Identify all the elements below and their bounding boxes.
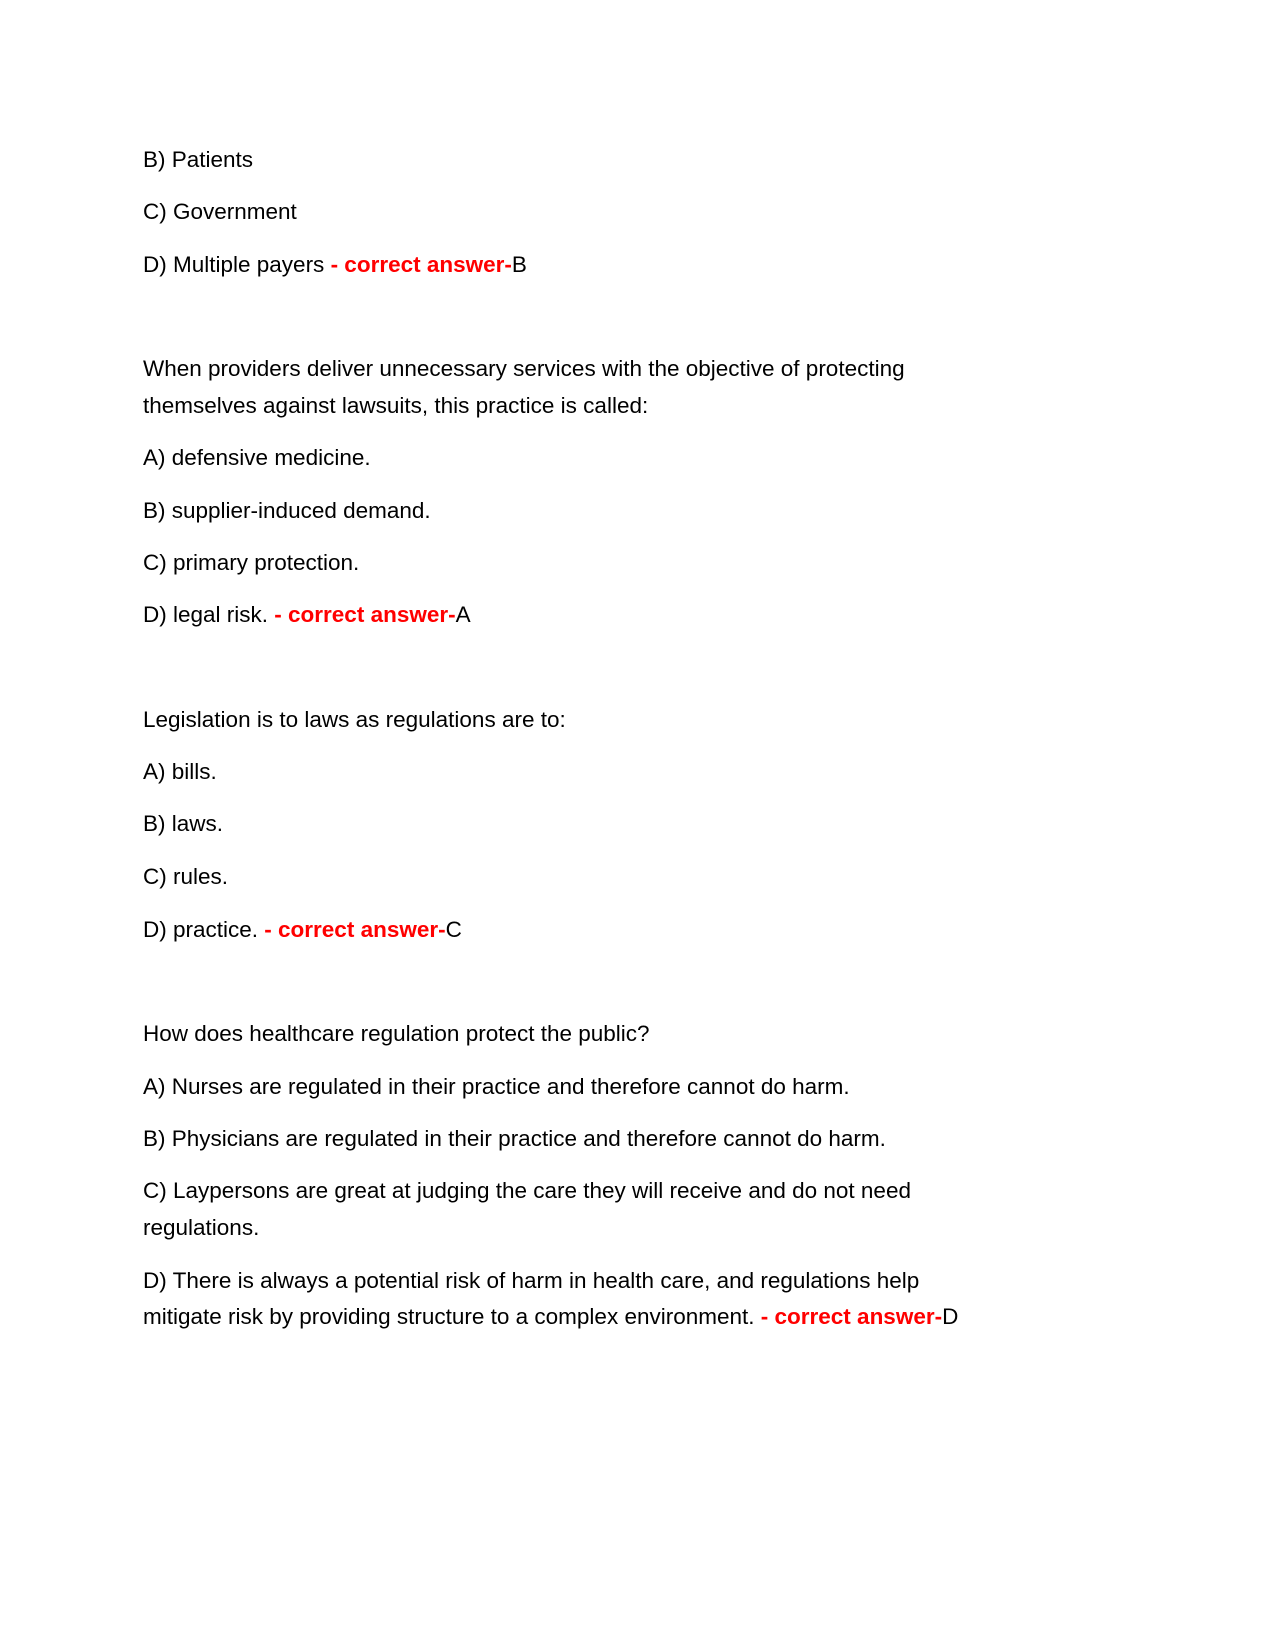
option-line-answer xyxy=(143,251,527,279)
option-line: C) primary protection. xyxy=(143,550,360,575)
correct-answer-marker: - correct answer- xyxy=(274,602,456,627)
answer-letter: A xyxy=(455,602,471,627)
question-line: Legislation is to laws as regulations are to: xyxy=(143,707,566,732)
option-line: C) rules. xyxy=(143,864,229,889)
option-line: A) bills. xyxy=(143,759,217,784)
question-line: When providers deliver unnecessary services with the objective of protecting xyxy=(143,356,905,381)
option-line: C) Government xyxy=(143,199,297,224)
correct-answer-marker: - correct answer- xyxy=(330,252,512,277)
option-line: C) Laypersons are great at judging the care they will receive and do not need xyxy=(143,1178,911,1203)
option-line: A) defensive medicine. xyxy=(143,445,371,470)
option-text: D) legal risk. xyxy=(143,602,275,627)
option-text: mitigate risk by providing structure to a complex environment. xyxy=(143,1304,761,1329)
question-line: themselves against lawsuits, this practice is called: xyxy=(143,393,649,418)
correct-answer-marker: - correct answer- xyxy=(760,1304,943,1329)
option-line: D) There is always a potential risk of harm in health care, and regulations help xyxy=(143,1268,920,1293)
option-line: B) laws. xyxy=(143,811,224,836)
answer-letter: C xyxy=(445,917,462,942)
option-line: regulations. xyxy=(143,1215,260,1240)
option-line: B) Patients xyxy=(143,147,254,172)
option-text: D) practice. xyxy=(143,917,265,942)
option-line-answer xyxy=(143,916,462,944)
option-line-answer xyxy=(143,601,471,629)
option-line-answer xyxy=(143,1303,958,1331)
question-line: How does healthcare regulation protect the public? xyxy=(143,1021,650,1046)
correct-answer-marker: - correct answer- xyxy=(264,917,446,942)
option-line: B) supplier-induced demand. xyxy=(143,498,431,523)
answer-letter: D xyxy=(942,1304,959,1329)
option-line: B) Physicians are regulated in their practice and therefore cannot do harm. xyxy=(143,1126,886,1151)
option-text: D) Multiple payers xyxy=(143,252,331,277)
answer-letter: B xyxy=(511,252,527,277)
option-line: A) Nurses are regulated in their practice and therefore cannot do harm. xyxy=(143,1074,850,1099)
